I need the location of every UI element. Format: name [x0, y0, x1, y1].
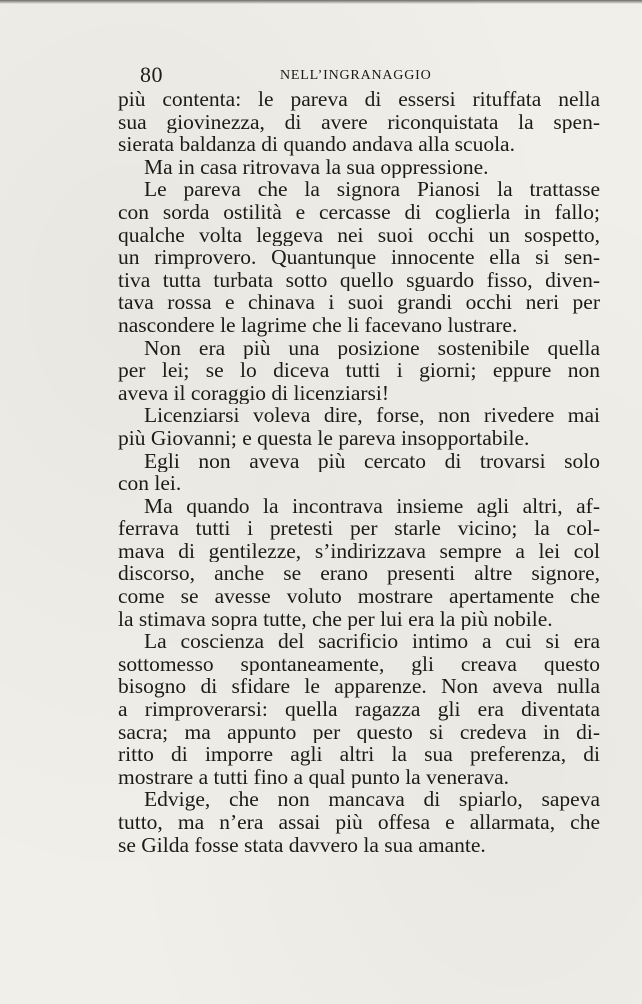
- text-line: ferrava tutti i pretesti per starle vicino; la col-: [118, 517, 600, 540]
- body-text: [118, 88, 600, 856]
- running-title: NELL’INGRANAGGIO: [280, 68, 432, 83]
- text-line: per lei; se lo diceva tutti i giorni; eppure non: [118, 359, 600, 382]
- text-line: con sorda ostilità e cercasse di coglierla in fallo;: [118, 200, 600, 224]
- text-line: nascondere le lagrime che li facevano lustrare.: [118, 313, 518, 337]
- page-number: 80: [140, 62, 163, 87]
- text-line: mava di gentilezze, s’indirizzava sempre a lei col: [118, 539, 600, 563]
- text-line: a rimproverarsi: quella ragazza gli era diventata: [118, 698, 600, 721]
- text-line: la stimava sopra tutte, che per lui era la più nobile.: [118, 607, 553, 631]
- text-line: un rimprovero. Quantunque innocente ella si sen-: [118, 246, 600, 269]
- text-line: tava rossa e chinava i suoi grandi occhi neri per: [118, 291, 600, 314]
- text-line: sua giovinezza, di avere riconquistata la spen-: [118, 110, 600, 134]
- text-line: aveva il coraggio di licenziarsi!: [118, 381, 390, 405]
- page-top-edge: [0, 0, 642, 4]
- text-line: Licenziarsi voleva dire, forse, non rivedere mai: [144, 404, 600, 427]
- page-header: [140, 60, 602, 90]
- text-line: sacra; ma appunto per questo si credeva in di-: [118, 720, 600, 744]
- text-line: ritto di imporre agli altri la sua preferenza, di: [118, 743, 600, 766]
- text-line: se Gilda fosse stata davvero la sua amante.: [118, 833, 486, 857]
- text-line: Non era più una posizione sostenibile quella: [144, 336, 600, 360]
- text-line: bisogno di sfidare le apparenze. Non aveva nulla: [118, 675, 600, 699]
- text-line: sottomesso spontaneamente, gli creava questo: [118, 652, 600, 676]
- text-line: Edvige, che non mancava di spiarlo, sapeva: [144, 788, 600, 811]
- text-line: qualche volta leggeva nei suoi occhi un sospetto,: [118, 223, 600, 247]
- text-line: tutto, ma n’era assai più offesa e allarmata, che: [118, 811, 600, 834]
- text-line: discorso, anche se erano presenti altre signore,: [118, 562, 600, 586]
- text-line: più contenta: le pareva di essersi rituffata nella: [118, 88, 600, 111]
- text-line: Ma quando la incontrava insieme agli altri, af-: [144, 494, 600, 518]
- text-line: La coscienza del sacrificio intimo a cui si era: [144, 630, 600, 653]
- text-line: sierata baldanza di quando andava alla scuola.: [118, 133, 515, 156]
- text-line: tiva tutta turbata sotto quello sguardo fisso, diven-: [118, 268, 600, 292]
- text-line: Le pareva che la signora Pianosi la trattasse: [144, 178, 600, 201]
- text-line: Egli non aveva più cercato di trovarsi solo: [144, 449, 600, 473]
- text-line: più Giovanni; e questa le pareva insopportabile.: [118, 426, 530, 450]
- text-line: Ma in casa ritrovava la sua oppressione.: [144, 155, 489, 179]
- text-line: come se avesse voluto mostrare apertamente che: [118, 585, 600, 608]
- text-line: mostrare a tutti fino a qual punto la venerava.: [118, 765, 510, 789]
- text-line: con lei.: [118, 472, 182, 495]
